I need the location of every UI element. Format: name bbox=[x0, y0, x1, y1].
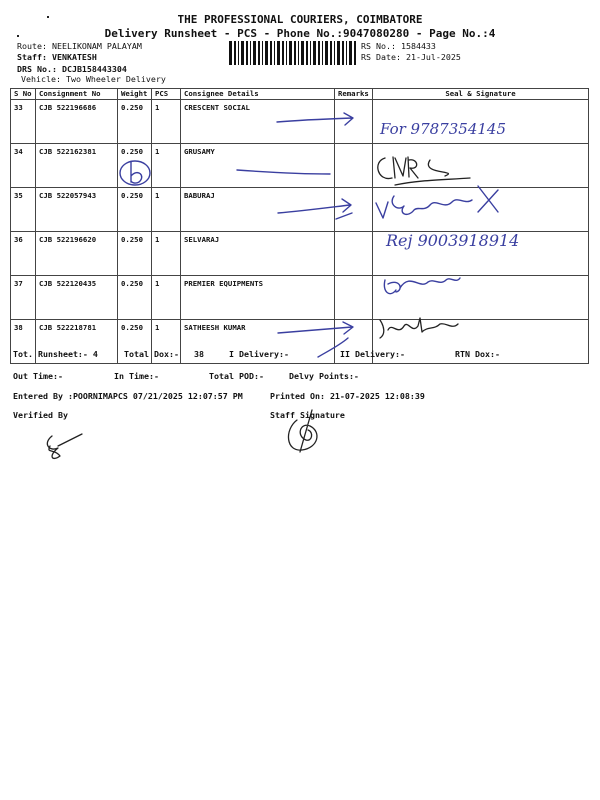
cell-pcs: 1 bbox=[152, 320, 181, 364]
cell-consignee: SELVARAJ bbox=[181, 232, 335, 276]
rs-number: RS No.: 1584433 bbox=[361, 41, 436, 51]
ii-delivery: II Delivery:- bbox=[340, 349, 405, 359]
table-row bbox=[11, 276, 589, 320]
cell-weight: 0.250 bbox=[118, 320, 152, 364]
runsheet-table bbox=[10, 88, 589, 364]
cell-consignment: CJB 522218781 bbox=[36, 320, 118, 364]
col-remarks: Remarks bbox=[335, 89, 373, 100]
cell-sno: 36 bbox=[11, 232, 36, 276]
cell-pcs: 1 bbox=[152, 276, 181, 320]
barcode-bar bbox=[289, 41, 292, 65]
barcode-bar bbox=[325, 41, 328, 65]
cell-pcs: 1 bbox=[152, 100, 181, 144]
printed-on: Printed On: 21-07-2025 12:08:39 bbox=[270, 391, 425, 401]
table-row bbox=[11, 188, 589, 232]
cell-consignment: CJB 522120435 bbox=[36, 276, 118, 320]
out-time: Out Time:- bbox=[13, 371, 63, 381]
table-row bbox=[11, 100, 589, 144]
cell-pcs: 1 bbox=[152, 144, 181, 188]
barcode-bar bbox=[310, 41, 311, 65]
barcode-bar bbox=[229, 41, 232, 65]
cell-consignment: CJB 522196686 bbox=[36, 100, 118, 144]
handwritten-note: Rej 9003918914 bbox=[386, 231, 520, 250]
company-title: THE PROFESSIONAL COURIERS, COIMBATORE bbox=[177, 13, 423, 26]
cell-weight: 0.250 bbox=[118, 276, 152, 320]
barcode-bar bbox=[346, 41, 347, 65]
barcode-bar bbox=[337, 41, 340, 65]
barcode-bar bbox=[294, 41, 296, 65]
cell-sno: 34 bbox=[11, 144, 36, 188]
barcode-bar bbox=[342, 41, 344, 65]
barcode-bar bbox=[313, 41, 316, 65]
rs-date: RS Date: 21-Jul-2025 bbox=[361, 52, 461, 62]
entered-by: Entered By :POORNIMAPCS 07/21/2025 12:07:57 PM bbox=[13, 391, 243, 401]
staff-signature-label: Staff Signature bbox=[270, 410, 345, 420]
cell-weight: 0.250 bbox=[118, 144, 152, 188]
cell-consignee: BABURAJ bbox=[181, 188, 335, 232]
col-consignment: Consignment No bbox=[36, 89, 118, 100]
barcode-bar bbox=[253, 41, 256, 65]
table-row bbox=[11, 232, 589, 276]
cell-sno: 33 bbox=[11, 100, 36, 144]
barcode-bar bbox=[334, 41, 335, 65]
in-time: In Time:- bbox=[114, 371, 159, 381]
tot-runsheet: Tot. Runsheet:- 4 bbox=[13, 349, 98, 359]
table-row bbox=[11, 144, 589, 188]
cell-sno: 38 bbox=[11, 320, 36, 364]
barcode-bar bbox=[349, 41, 352, 65]
col-seal-signature: Seal & Signature bbox=[373, 89, 589, 100]
cell-seal bbox=[373, 276, 589, 320]
barcode-bar bbox=[238, 41, 239, 65]
total-dox-value: 38 bbox=[194, 349, 204, 359]
barcode-bar bbox=[354, 41, 356, 65]
barcode-bar bbox=[262, 41, 263, 65]
speck-mark bbox=[47, 16, 49, 18]
cell-seal bbox=[373, 100, 589, 144]
cell-remarks bbox=[335, 144, 373, 188]
barcode-bar bbox=[246, 41, 248, 65]
cell-seal bbox=[373, 144, 589, 188]
delvy-points: Delvy Points:- bbox=[289, 371, 359, 381]
staff-label: Staff: VENKATESH bbox=[17, 52, 97, 62]
cell-sno: 35 bbox=[11, 188, 36, 232]
cell-weight: 0.250 bbox=[118, 188, 152, 232]
cell-remarks bbox=[335, 276, 373, 320]
barcode-bar bbox=[241, 41, 244, 65]
cell-consignment: CJB 522057943 bbox=[36, 188, 118, 232]
cell-pcs: 1 bbox=[152, 232, 181, 276]
cell-remarks bbox=[335, 100, 373, 144]
col-consignee: Consignee Details bbox=[181, 89, 335, 100]
barcode-bar bbox=[282, 41, 284, 65]
cell-consignee: PREMIER EQUIPMENTS bbox=[181, 276, 335, 320]
i-delivery: I Delivery:- bbox=[229, 349, 289, 359]
cell-weight: 0.250 bbox=[118, 100, 152, 144]
cell-seal bbox=[373, 232, 589, 276]
verified-by-label: Verified By bbox=[13, 410, 68, 420]
barcode-bar bbox=[250, 41, 251, 65]
cell-weight: 0.250 bbox=[118, 232, 152, 276]
speck-mark bbox=[17, 35, 19, 37]
barcode-bar bbox=[274, 41, 275, 65]
barcode-bar bbox=[270, 41, 272, 65]
drs-number: DRS No.: DCJB158443304 bbox=[17, 64, 127, 74]
col-pcs: PCS bbox=[152, 89, 181, 100]
barcode-bar bbox=[318, 41, 320, 65]
barcode-bar bbox=[301, 41, 304, 65]
col-weight: Weight bbox=[118, 89, 152, 100]
cell-remarks bbox=[335, 232, 373, 276]
barcode-bar bbox=[277, 41, 280, 65]
cell-consignment: CJB 522162381 bbox=[36, 144, 118, 188]
barcode-bar bbox=[306, 41, 308, 65]
cell-remarks bbox=[335, 188, 373, 232]
total-dox-label: Total Dox:- bbox=[124, 349, 179, 359]
barcode-bar bbox=[265, 41, 268, 65]
barcode-bar bbox=[258, 41, 260, 65]
cell-consignee: GRUSAMY bbox=[181, 144, 335, 188]
cell-consignee: CRESCENT SOCIAL bbox=[181, 100, 335, 144]
cell-sno: 37 bbox=[11, 276, 36, 320]
cell-pcs: 1 bbox=[152, 188, 181, 232]
col-sno: S No bbox=[11, 89, 36, 100]
barcode-bar bbox=[330, 41, 332, 65]
cell-consignment: CJB 522196620 bbox=[36, 232, 118, 276]
table-header-row bbox=[11, 89, 589, 100]
barcode bbox=[229, 41, 356, 65]
vehicle-label: Vehicle: Two Wheeler Delivery bbox=[21, 74, 166, 84]
barcode-bar bbox=[234, 41, 236, 65]
verified-signature-mark bbox=[47, 434, 82, 458]
rtn-dox: RTN Dox:- bbox=[455, 349, 500, 359]
cell-consignee: SATHEESH KUMAR bbox=[181, 320, 335, 364]
runsheet-subtitle: Delivery Runsheet - PCS - Phone No.:9047080280 - Page No.:4 bbox=[104, 27, 496, 40]
barcode-bar bbox=[322, 41, 323, 65]
total-pod: Total POD:- bbox=[209, 371, 264, 381]
route-label: Route: NEELIKONAM PALAYAM bbox=[17, 41, 142, 51]
cell-seal bbox=[373, 188, 589, 232]
barcode-bar bbox=[286, 41, 287, 65]
barcode-bar bbox=[298, 41, 299, 65]
handwritten-note: For 9787354145 bbox=[380, 120, 506, 138]
